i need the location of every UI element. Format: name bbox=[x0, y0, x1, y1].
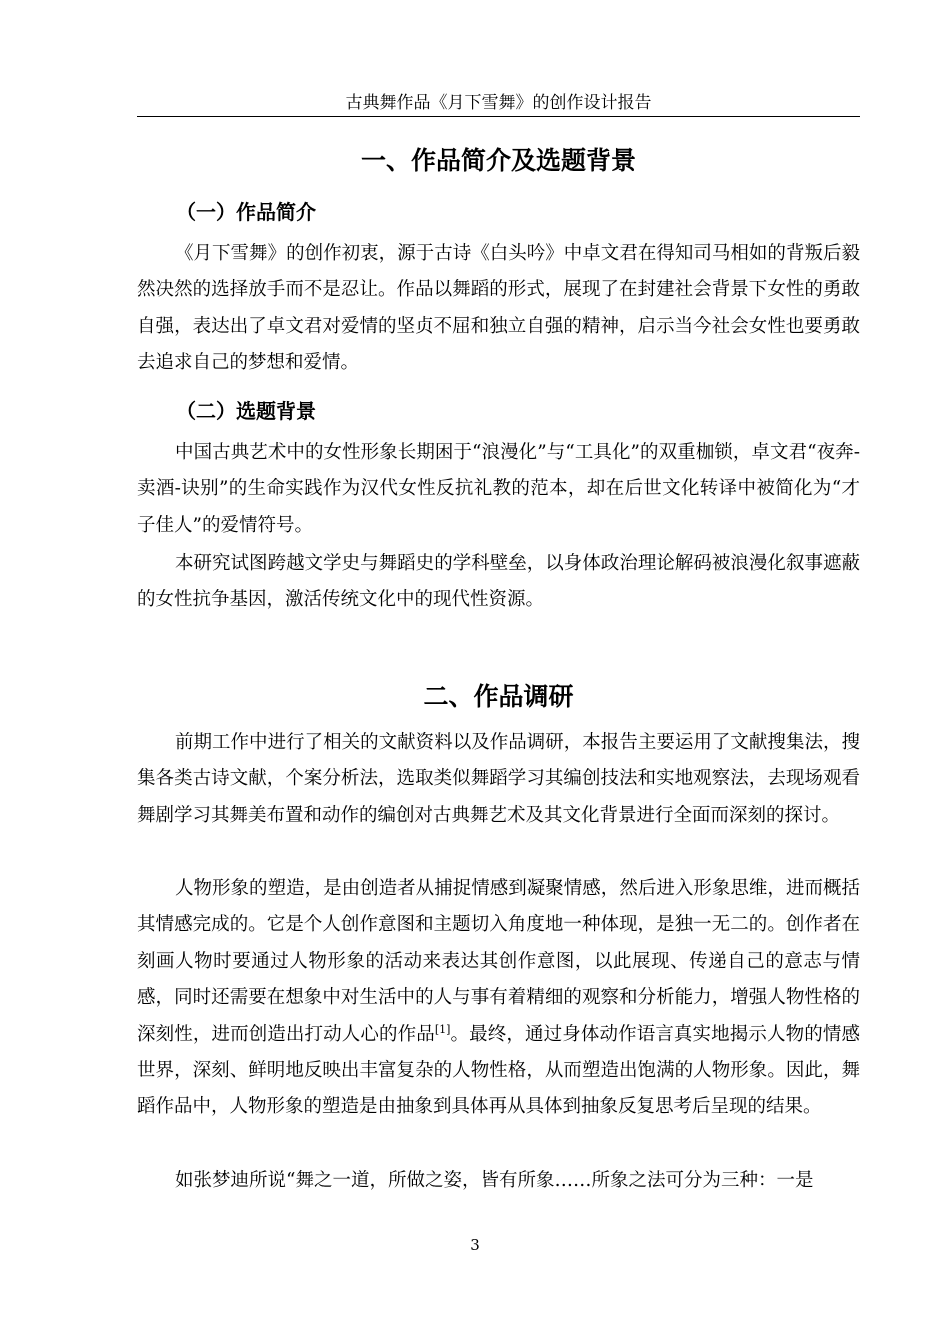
citation-marker[interactable]: [1] bbox=[434, 1022, 451, 1036]
subsection-heading-1-1: （一）作品简介 bbox=[176, 200, 316, 224]
page-number: 3 bbox=[470, 1236, 480, 1254]
paragraph-research-3: 如张梦迪所说“舞之一道，所做之姿，皆有所象……所象之法可分为三种：一是 bbox=[175, 1170, 814, 1191]
running-header-title: 古典舞作品《月下雪舞》的创作设计报告 bbox=[345, 93, 652, 113]
section-heading-1: 一、作品简介及选题背景 bbox=[360, 146, 636, 175]
section-heading-2: 二、作品调研 bbox=[423, 682, 574, 711]
paragraph-text: 。最终，通过身体动作语言真实地揭示人物的情感世界，深刻、鲜明地反映出丰富复杂的人物性格，从而塑造出饱满的人物形象。因此，舞蹈作品中，人物形象的塑造是由抽象到具体再从具体到抽象反复思考后呈现的结果。 bbox=[137, 1023, 860, 1118]
paragraph-text: 人物形象的塑造，是由创造者从捕捉情感到凝聚情感，然后进入形象思维，进而概括其情感完成的。它是个人创作意图和主题切入角度地一种体现，是独一无二的。创作者在刻画人物时要通过人物形象的活动来表达其创作意图，以此展现、传递自己的意志与情感，同时还需要在想象中对生活中的人与事有着精细的观察和分析能力，增强人物性格的深刻性，进而创造出打动人心的作品 bbox=[137, 878, 860, 1045]
header-rule bbox=[137, 116, 860, 117]
paragraph-background-1: 中国古典艺术中的女性形象长期困于“浪漫化”与“工具化”的双重枷锁，卓文君“夜奔-卖酒-诀别”的生命实践作为汉代女性反抗礼教的范本，却在后世文化转译中被简化为“才子佳人”的爱情符号。 bbox=[137, 442, 860, 536]
paragraph-research-1: 前期工作中进行了相关的文献资料以及作品调研，本报告主要运用了文献搜集法，搜集各类古诗文献，个案分析法，选取类似舞蹈学习其编创技法和实地观察法，去现场观看舞剧学习其舞美布置和动作的编创对古典舞艺术及其文化背景进行全面而深刻的探讨。 bbox=[137, 732, 860, 826]
paragraph-research-2 bbox=[137, 871, 860, 1126]
paragraph-intro: 《月下雪舞》的创作初衷，源于古诗《白头吟》中卓文君在得知司马相如的背叛后毅然决然的选择放手而不是忍让。作品以舞蹈的形式，展现了在封建社会背景下女性的勇敢自强，表达出了卓文君对爱情的坚贞不屈和独立自强的精神，启示当今社会女性也要勇敢去追求自己的梦想和爱情。 bbox=[137, 243, 860, 374]
paragraph-background-2: 本研究试图跨越文学史与舞蹈史的学科壁垒，以身体政治理论解码被浪漫化叙事遮蔽的女性抗争基因，激活传统文化中的现代性资源。 bbox=[137, 553, 860, 611]
subsection-heading-1-2: （二）选题背景 bbox=[176, 399, 316, 423]
